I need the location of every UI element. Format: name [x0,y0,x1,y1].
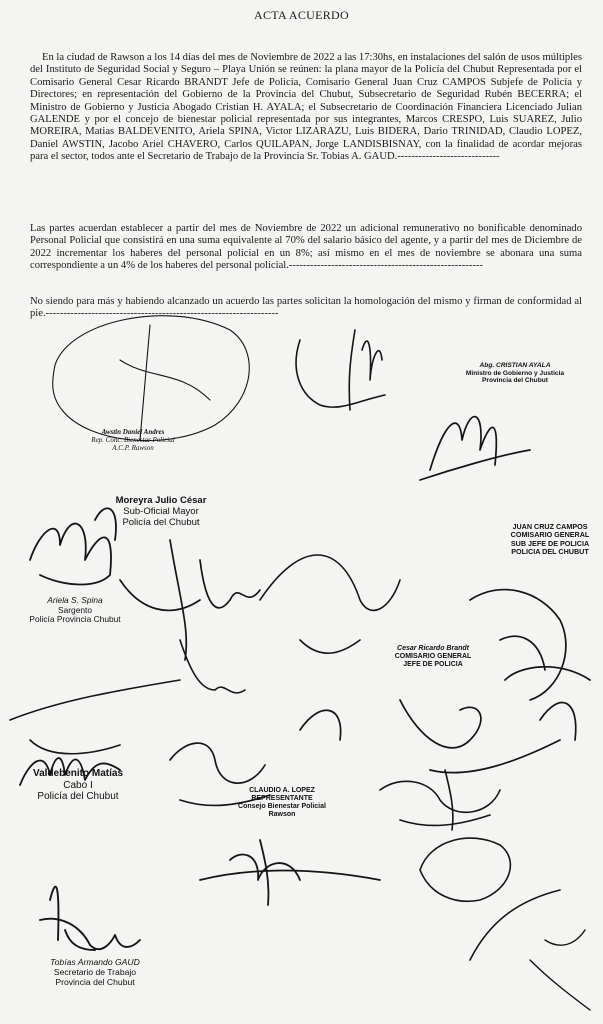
stamp-awstin-line: A.C.P. Rawson [112,444,154,453]
stamp-campos-name: JUAN CRUZ CAMPOS [512,522,588,531]
stamp-ayala-line: Provincia del Chubut [482,377,548,385]
stamp-lopez-line: REPRESENTANTE [251,795,313,803]
stamp-valdebenito [8,768,148,803]
stamp-spina [20,596,130,625]
stamp-campos-line: SUB JEFE DE POLICIA [510,538,590,548]
stamp-moreyra-name: Moreyra Julio César [115,495,207,506]
signature-lower-right-2 [420,838,560,960]
stamp-campos [496,523,603,556]
signature-right-2 [400,700,576,773]
stamp-brandt-line: COMISARIO GENERAL [394,653,472,661]
stamp-brandt-name: Cesar Ricardo Brandt [397,645,469,652]
stamp-spina-line: Sargento [58,604,92,615]
stamp-lopez-name: CLAUDIO A. LOPEZ [249,787,315,794]
signature-far-right [530,930,590,1010]
document-title: ACTA ACUERDO [254,8,349,22]
stamp-moreyra-line: Policía del Chubut [122,516,200,528]
paragraph-agreement: Las partes acuerdan establecer a partir del mes de Noviembre de 2022 un adicional remunerativo no bonificable denominado Personal Policial que consistirá en una suma equivalente al 70% del salario básico del agente, y a partir del mes de Diciembre de 2022 incrementar los haberes del personal policial en un 8%; así mismo en el mes de noviembre se abonara una suma correspondiente a un 4% de los haberes del personal policial.------------------------------------------------------- [30,223,582,272]
stamp-brandt-line: JEFE DE POLICIA [403,661,463,669]
paragraph-meeting: En la ciudad de Rawson a los 14 días del mes de Noviembre de 2022 a las 17:30hs, en instalaciones del salón de usos múltiples del Instituto de Seguridad Social y Seguro – Playa Unión se reúnen: la plana mayor de la Policía del Chubut Representada por el Comisario General Cesar Ricardo BRANDT Jefe de Policía, Comisario General Juan Cruz CAMPOS Subjefe de Policía y Directores; en representación del Gobierno de la Provincia del Chubut, Subsecretario de Seguridad Rubén BECERRA; el Ministro de Gobierno y Justicia Abogado Cristian H. AYALA; el Subsecretario de Coordinación Financiera Licenciado Julian GALENDE y por el concejo de bienestar policial representada por sus integrantes, Marcos CRESPO, Luis SUAREZ, Julio MOREIRA, Matias BALDEVENITO, Ariela SPINA, Victor LIZARAZU, Luis BIDERA, Dario TRINIDAD, Claudio LOPEZ, Daniel AWSTIN, Jacobo Ariel CHAVERO, Carlos QUILAPAN, Jorge LANDISBISNAY, con la finalidad de acordar mejoras para el sector, todos ante el Secretario de Trabajo de la Provincia Sr. Tobias A. GAUD.----------------------------- [30,52,582,163]
paragraph-closing: No siendo para más y habiendo alcanzado un acuerdo las partes solicitan la homologación del mismo y firman de conformidad al pie.------------------------------------------------------------------ [30,296,582,320]
signature-gaud [40,887,140,950]
stamp-valdebenito-line: Policía del Chubut [37,791,119,802]
stamp-gaud [30,958,160,988]
stamp-lopez-line: Rawson [268,811,296,819]
stamp-ayala-name: Abg. CRISTIAN AYALA [479,362,551,369]
stamp-ayala [440,362,590,385]
stamp-campos-line: POLICIA DEL CHUBUT [511,546,589,556]
signature-crespo [420,417,530,480]
stamp-valdebenito-line: Cabo I [63,779,93,791]
signature-middle-2 [260,555,400,653]
stamp-spina-line: Policía Provincia Chubut [29,614,121,625]
stamp-lopez-line: Consejo Bienestar Policial [238,803,326,811]
signature-lower-center [200,840,380,905]
signature-lower-right-1 [380,770,500,830]
stamp-spina-name: Ariela S. Spina [47,595,103,605]
stamp-ayala-line: Ministro de Gobierno y Justicia [465,369,565,377]
stamp-lopez [222,787,342,819]
signature-awstin [53,316,250,441]
stamp-awstin-name: Awstin Daniel Andres [101,428,165,436]
stamp-campos-line: COMISARIO GENERAL [510,530,590,540]
signature-middle-1 [120,540,260,660]
stamp-valdebenito-name: Valdebenito Matías [32,768,124,779]
stamp-moreyra-line: Sub-Oficial Mayor [123,505,199,517]
stamp-gaud-line: Secretario de Trabajo [53,966,137,977]
signature-ayala [296,330,385,410]
stamp-gaud-name: Tobías Armando GAUD [50,957,140,967]
stamp-moreyra [92,496,230,529]
stamp-brandt [366,645,500,669]
stamp-awstin-line: Rep. Conc. Bienestar Policial [91,436,175,445]
stamp-gaud-line: Provincia del Chubut [55,976,135,987]
stamp-awstin [58,428,208,452]
signature-left-mid [10,640,245,754]
